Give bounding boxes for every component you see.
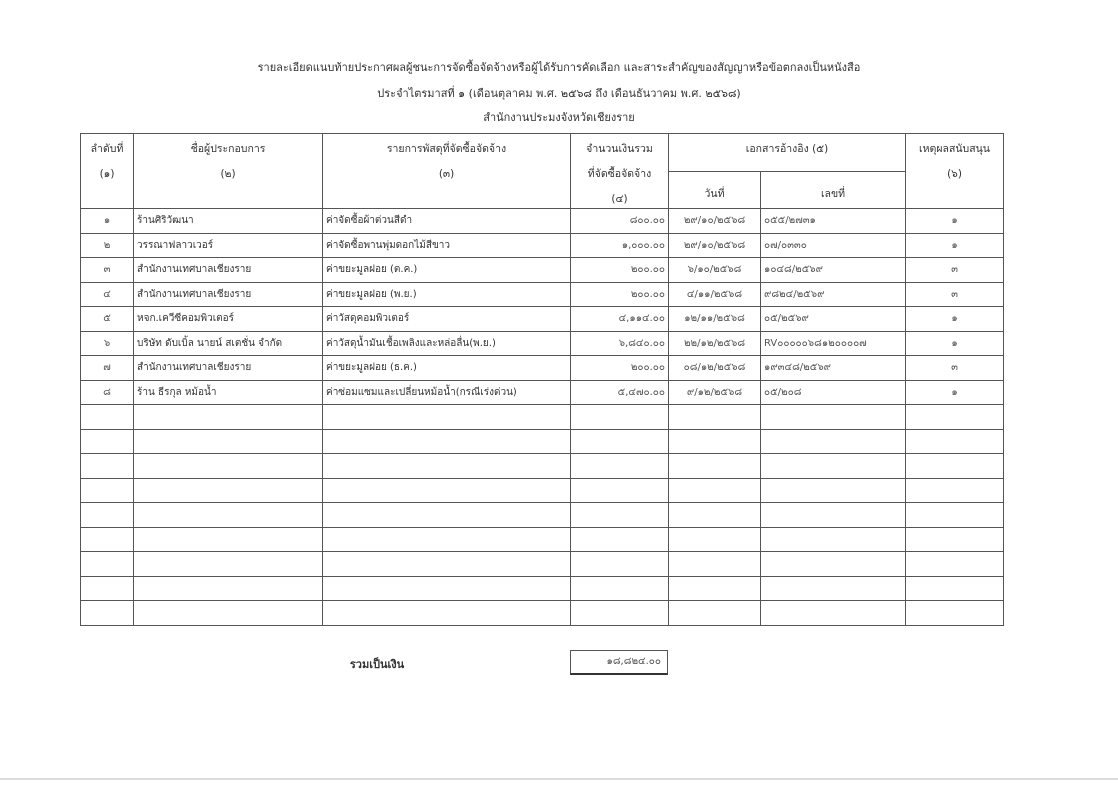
empty-cell [323, 527, 571, 552]
empty-cell [323, 405, 571, 430]
cell-vendor: สำนักงานเทศบาลเชียงราย [134, 356, 323, 381]
cell-amount: ๒๐๐.๐๐ [571, 282, 669, 307]
empty-cell [669, 527, 761, 552]
empty-cell [134, 601, 323, 626]
cell-item: ค่าจัดซื้อพานพุ่มดอกไม้สีขาว [323, 233, 571, 258]
table-row [81, 356, 1004, 381]
cell-date: ๙/๑๒/๒๕๖๘ [669, 380, 761, 405]
cell-reason: ๓ [906, 356, 1004, 381]
empty-cell [571, 527, 669, 552]
empty-row [81, 478, 1004, 503]
header-item: รายการพัสดุที่จัดซื้อจัดจ้าง (๓) [323, 134, 571, 209]
cell-no: ๗ [81, 356, 134, 381]
cell-date: ๔/๑๑/๒๕๖๘ [669, 282, 761, 307]
table-row [81, 307, 1004, 332]
cell-vendor: บริษัท ดับเบิ้ล นายน์ สเตชั่น จำกัด [134, 331, 323, 356]
cell-no: ๓ [81, 258, 134, 283]
cell-amount: ๔,๑๑๔.๐๐ [571, 307, 669, 332]
empty-cell [81, 576, 134, 601]
cell-date: ๒๙/๑๐/๒๕๖๘ [669, 233, 761, 258]
table-row [81, 331, 1004, 356]
empty-cell [669, 503, 761, 528]
cell-number: ๙๘๒๔/๒๕๖๙ [761, 282, 906, 307]
header-vendor: ชื่อผู้ประกอบการ (๒) [134, 134, 323, 209]
header-docs: เอกสารอ้างอิง (๕) [669, 134, 906, 172]
empty-cell [134, 478, 323, 503]
empty-cell [906, 527, 1004, 552]
empty-cell [81, 478, 134, 503]
cell-no: ๒ [81, 233, 134, 258]
empty-cell [906, 454, 1004, 479]
cell-no: ๖ [81, 331, 134, 356]
empty-cell [323, 454, 571, 479]
empty-cell [81, 503, 134, 528]
procurement-table [80, 133, 1004, 626]
empty-cell [761, 478, 906, 503]
cell-reason: ๓ [906, 258, 1004, 283]
cell-item: ค่าจัดซื้อผ้าต่วนสีดำ [323, 209, 571, 234]
empty-row [81, 454, 1004, 479]
cell-reason: ๓ [906, 282, 1004, 307]
empty-cell [81, 454, 134, 479]
empty-cell [323, 601, 571, 626]
empty-cell [134, 552, 323, 577]
empty-cell [761, 503, 906, 528]
header-no: ลำดับที่ (๑) [81, 134, 134, 209]
cell-vendor: ร้านศิริวัฒนา [134, 209, 323, 234]
header-date: วันที่ [669, 172, 761, 209]
empty-cell [134, 503, 323, 528]
empty-row [81, 527, 1004, 552]
empty-cell [669, 454, 761, 479]
table-row [81, 282, 1004, 307]
cell-item: ค่าขยะมูลฝอย (ธ.ค.) [323, 356, 571, 381]
empty-row [81, 429, 1004, 454]
document-title: รายละเอียดแนบท้ายประกาศผลผู้ชนะการจัดซื้อจัดจ้างหรือผู้ได้รับการคัดเลือก และสาระสำคัญของสัญญาหรือข้อตกลงเป็นหนังสือ [257, 61, 861, 74]
empty-cell [323, 576, 571, 601]
cell-number: ๐๕๕/๒๗๓๑ [761, 209, 906, 234]
empty-cell [134, 576, 323, 601]
cell-reason: ๑ [906, 380, 1004, 405]
cell-item: ค่าซ่อมแซมและเปลี่ยนหม้อน้ำ(กรณีเร่งด่วน) [323, 380, 571, 405]
empty-cell [906, 478, 1004, 503]
table-row [81, 380, 1004, 405]
cell-number: RV๐๐๐๐๐๖๘๑๒๐๐๐๐๗ [761, 331, 906, 356]
cell-no: ๑ [81, 209, 134, 234]
cell-date: ๑๒/๑๑/๒๕๖๘ [669, 307, 761, 332]
empty-cell [906, 576, 1004, 601]
cell-item: ค่าวัสดุน้ำมันเชื้อเพลิงและหล่อลื่น(พ.ย.) [323, 331, 571, 356]
document-period: ประจำไตรมาสที่ ๑ (เดือนตุลาคม พ.ศ. ๒๕๖๘ ถึง เดือนธันวาคม พ.ศ. ๒๕๖๘) [377, 87, 741, 100]
empty-cell [323, 478, 571, 503]
empty-cell [669, 576, 761, 601]
empty-cell [134, 527, 323, 552]
total-label: รวมเป็นเงิน [349, 658, 405, 671]
empty-cell [81, 429, 134, 454]
cell-vendor: วรรณาฟลาวเวอร์ [134, 233, 323, 258]
empty-cell [571, 552, 669, 577]
empty-cell [669, 478, 761, 503]
cell-reason: ๑ [906, 331, 1004, 356]
cell-amount: ๕,๔๗๐.๐๐ [571, 380, 669, 405]
empty-cell [761, 454, 906, 479]
empty-cell [571, 576, 669, 601]
empty-cell [906, 429, 1004, 454]
header-reason: เหตุผลสนับสนุน (๖) [906, 134, 1004, 209]
empty-cell [81, 552, 134, 577]
empty-cell [761, 601, 906, 626]
cell-date: ๒๒/๑๒/๒๕๖๘ [669, 331, 761, 356]
cell-date: ๐๘/๑๒/๒๕๖๘ [669, 356, 761, 381]
cell-amount: ๒๐๐.๐๐ [571, 356, 669, 381]
empty-cell [669, 601, 761, 626]
cell-date: ๖/๑๐/๒๕๖๘ [669, 258, 761, 283]
empty-row [81, 601, 1004, 626]
cell-vendor: หจก.เควีซีคอมพิวเตอร์ [134, 307, 323, 332]
empty-cell [761, 576, 906, 601]
cell-number: ๐๕/๒๐๘ [761, 380, 906, 405]
cell-number: ๑๙๓๔๘/๒๕๖๙ [761, 356, 906, 381]
cell-vendor: สำนักงานเทศบาลเชียงราย [134, 258, 323, 283]
cell-amount: ๒๐๐.๐๐ [571, 258, 669, 283]
empty-cell [669, 405, 761, 430]
empty-cell [571, 503, 669, 528]
cell-number: ๐๕/๒๕๖๙ [761, 307, 906, 332]
cell-item: ค่าวัสดุคอมพิวเตอร์ [323, 307, 571, 332]
cell-item: ค่าขยะมูลฝอย (พ.ย.) [323, 282, 571, 307]
header-number: เลขที่ [761, 172, 906, 209]
empty-cell [906, 503, 1004, 528]
cell-item: ค่าขยะมูลฝอย (ต.ค.) [323, 258, 571, 283]
empty-cell [323, 503, 571, 528]
cell-no: ๕ [81, 307, 134, 332]
empty-row [81, 552, 1004, 577]
cell-reason: ๑ [906, 209, 1004, 234]
cell-amount: ๘๐๐.๐๐ [571, 209, 669, 234]
cell-number: ๐๗/๐๓๓๐ [761, 233, 906, 258]
empty-cell [906, 601, 1004, 626]
empty-row [81, 576, 1004, 601]
cell-no: ๘ [81, 380, 134, 405]
empty-cell [906, 405, 1004, 430]
header-amount: จำนวนเงินรวม ที่จัดซื้อจัดจ้าง (๔) [571, 134, 669, 209]
cell-number: ๑๐๔๘/๒๕๖๙ [761, 258, 906, 283]
empty-cell [761, 527, 906, 552]
empty-cell [134, 454, 323, 479]
table-row [81, 233, 1004, 258]
empty-cell [81, 405, 134, 430]
empty-row [81, 503, 1004, 528]
empty-cell [669, 429, 761, 454]
empty-cell [906, 552, 1004, 577]
cell-amount: ๑,๐๐๐.๐๐ [571, 233, 669, 258]
empty-cell [761, 429, 906, 454]
empty-cell [571, 405, 669, 430]
cell-reason: ๑ [906, 307, 1004, 332]
total-value: ๑๘,๘๒๔.๐๐ [570, 650, 668, 675]
empty-cell [571, 429, 669, 454]
empty-cell [761, 552, 906, 577]
empty-cell [669, 552, 761, 577]
table-row [81, 258, 1004, 283]
empty-cell [571, 478, 669, 503]
empty-cell [323, 429, 571, 454]
cell-vendor: สำนักงานเทศบาลเชียงราย [134, 282, 323, 307]
empty-cell [81, 601, 134, 626]
document-office: สำนักงานประมงจังหวัดเชียงราย [483, 111, 635, 124]
empty-cell [323, 552, 571, 577]
empty-cell [761, 405, 906, 430]
empty-row [81, 405, 1004, 430]
page-edge [0, 778, 1118, 780]
cell-vendor: ร้าน ธีรกุล หม้อน้ำ [134, 380, 323, 405]
empty-cell [571, 454, 669, 479]
cell-no: ๔ [81, 282, 134, 307]
cell-reason: ๑ [906, 233, 1004, 258]
cell-amount: ๖,๘๔๐.๐๐ [571, 331, 669, 356]
empty-cell [571, 601, 669, 626]
cell-date: ๒๙/๑๐/๒๕๖๘ [669, 209, 761, 234]
empty-cell [134, 405, 323, 430]
empty-cell [81, 527, 134, 552]
table-row [81, 209, 1004, 234]
empty-cell [134, 429, 323, 454]
